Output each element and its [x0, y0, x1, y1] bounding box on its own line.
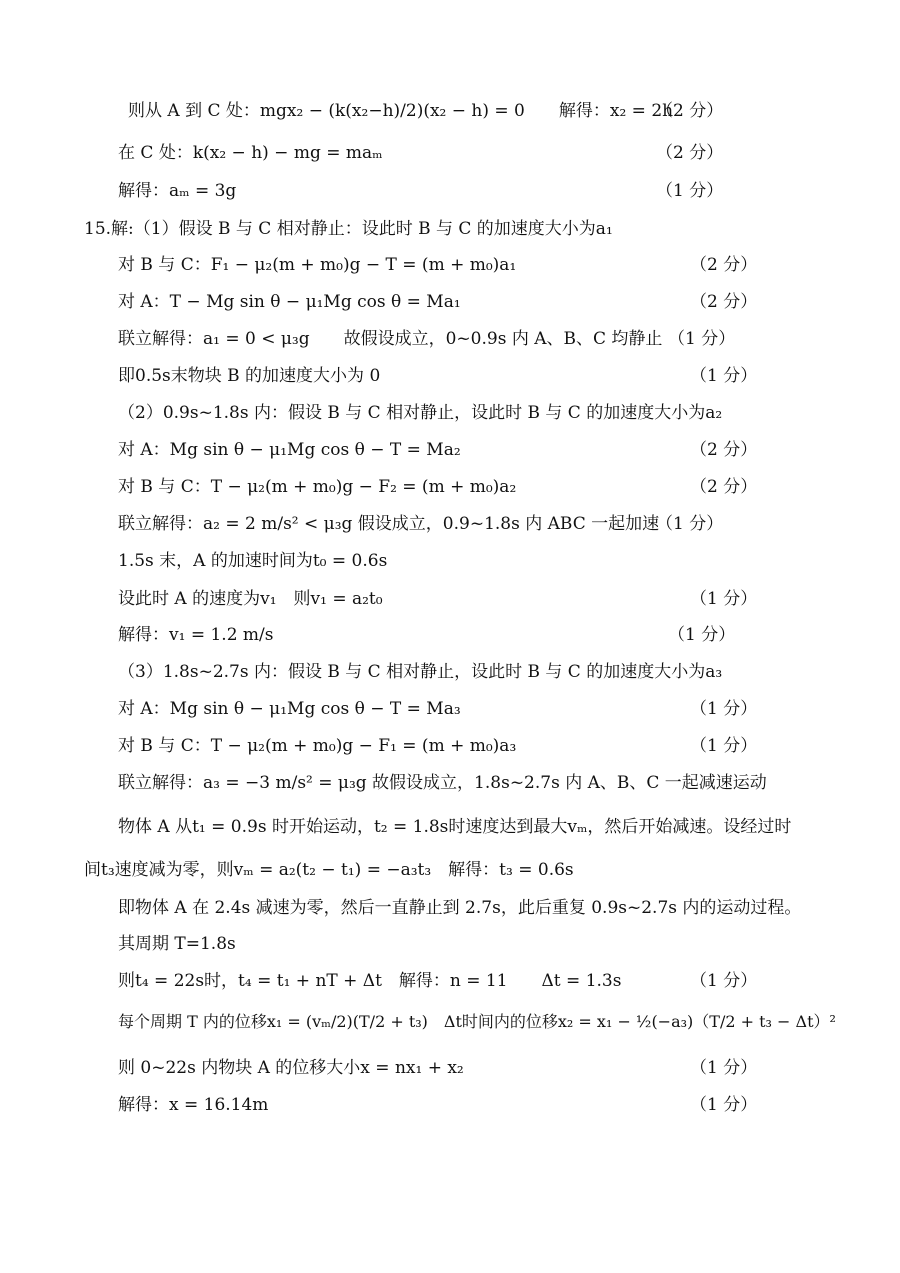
line-text: 对 B 与 C：F₁ − μ₂(m + m₀)g − T = (m + m₀)a₁ — [118, 255, 517, 275]
solution-line — [0, 853, 900, 887]
line-text: 15.解:（1）假设 B 与 C 相对静止：设此时 B 与 C 的加速度大小为a₁ — [84, 219, 613, 239]
line-text: 间t₃速度减为零，则vₘ = a₂(t₂ − t₁) = −a₃t₃ 解得：t₃ = 0.6s — [84, 860, 574, 880]
solution-line — [0, 322, 900, 356]
line-text: 其周期 T=1.8s — [118, 934, 236, 954]
line-text: 解得：v₁ = 1.2 m/s — [118, 625, 274, 645]
line-text: 每个周期 T 内的位移x₁ = (vₘ/2)(T/2 + t₃) Δt时间内的位移x₂ = x₁ − ½(−a₃)（T/2 + t₃ − Δt）² — [118, 1012, 836, 1031]
line-text: 1.5s 末，A 的加速时间为t₀ = 0.6s — [118, 551, 388, 571]
solution-line — [0, 544, 900, 578]
solution-line — [0, 212, 900, 246]
line-text: 则从 A 到 C 处：mgx₂ − (k(x₂−h)/2)(x₂ − h) = 0 解得：x₂ = 2h — [128, 101, 674, 121]
solution-line — [0, 766, 900, 800]
score-label: （1 分） — [690, 366, 758, 386]
line-text: 则 0~22s 内物块 A 的位移大小x = nx₁ + x₂ — [118, 1058, 464, 1078]
score-label: （1 分） — [690, 1058, 758, 1078]
score-label: （2 分） — [690, 255, 758, 275]
score-label: （1 分） — [690, 1095, 758, 1115]
solution-line — [0, 470, 900, 504]
solution-line — [0, 396, 900, 430]
line-text: 联立解得：a₁ = 0 < μ₃g 故假设成立，0~0.9s 内 A、B、C 均静止 — [118, 329, 663, 349]
line-text: 对 B 与 C：T − μ₂(m + m₀)g − F₁ = (m + m₀)a₃ — [118, 736, 517, 756]
score-label: （1 分） — [668, 329, 736, 349]
score-label: （2 分） — [690, 477, 758, 497]
line-text: 物体 A 从t₁ = 0.9s 时开始运动，t₂ = 1.8s时速度达到最大vₘ，然后开始减速。设经过时 — [118, 817, 792, 837]
solution-line — [0, 248, 900, 282]
solution-line — [0, 136, 900, 170]
solution-line — [0, 582, 900, 616]
line-text: 即0.5s末物块 B 的加速度大小为 0 — [118, 366, 381, 386]
solution-line — [0, 174, 900, 208]
score-label: （2 分） — [656, 143, 724, 163]
line-text: 联立解得：a₃ = −3 m/s² = μ₃g 故假设成立，1.8s~2.7s 内 A、B、C 一起减速运动 — [118, 773, 767, 793]
score-label: （1 分） — [690, 699, 758, 719]
solution-line — [0, 692, 900, 726]
score-label: （1 分） — [690, 736, 758, 756]
solution-line — [0, 810, 900, 844]
score-label: （1 分） — [690, 971, 758, 991]
solution-line — [0, 655, 900, 689]
solution-line — [0, 964, 900, 998]
line-text: 解得：aₘ = 3g — [118, 181, 237, 201]
score-label: （1 分） — [656, 181, 724, 201]
solution-line — [0, 618, 900, 652]
score-label: （2 分） — [690, 440, 758, 460]
line-text: 对 B 与 C：T − μ₂(m + m₀)g − F₂ = (m + m₀)a₂ — [118, 477, 517, 497]
solution-line — [0, 1051, 900, 1085]
line-text: 则t₄ = 22s时，t₄ = t₁ + nT + Δt 解得：n = 11 Δt = 1.3s — [118, 971, 622, 991]
solution-line — [0, 891, 900, 925]
score-label: （2 分） — [690, 292, 758, 312]
solution-line — [0, 507, 900, 541]
line-text: 对 A：T − Mg sin θ − μ₁Mg cos θ = Ma₁ — [118, 292, 461, 312]
solution-line — [0, 285, 900, 319]
score-label: （2 分） — [656, 101, 724, 121]
line-text: 即物体 A 在 2.4s 减速为零，然后一直静止到 2.7s，此后重复 0.9s~2.7s 内的运动过程。 — [118, 898, 802, 918]
line-text: 解得：x = 16.14m — [118, 1095, 269, 1115]
solution-line — [0, 94, 900, 128]
line-text: 对 A：Mg sin θ − μ₁Mg cos θ − T = Ma₃ — [118, 699, 461, 719]
line-text: （2）0.9s~1.8s 内：假设 B 与 C 相对静止，设此时 B 与 C 的加速度大小为a₂ — [118, 403, 723, 423]
score-label: （1 分） — [690, 589, 758, 609]
solution-line — [0, 433, 900, 467]
solution-line — [0, 359, 900, 393]
solution-line — [0, 1088, 900, 1122]
score-label: （1 分） — [668, 625, 736, 645]
line-text: 在 C 处：k(x₂ − h) − mg = maₘ — [118, 143, 383, 163]
line-text: （3）1.8s~2.7s 内：假设 B 与 C 相对静止，设此时 B 与 C 的加速度大小为a₃ — [118, 662, 723, 682]
score-label: （1 分） — [656, 514, 724, 534]
line-text: 设此时 A 的速度为v₁ 则v₁ = a₂t₀ — [118, 589, 383, 609]
line-text: 对 A：Mg sin θ − μ₁Mg cos θ − T = Ma₂ — [118, 440, 461, 460]
solution-line — [0, 927, 900, 961]
line-text: 联立解得：a₂ = 2 m/s² < μ₃g 假设成立，0.9~1.8s 内 ABC 一起加速 — [118, 514, 660, 534]
solution-line — [0, 729, 900, 763]
solution-line — [0, 1005, 900, 1039]
